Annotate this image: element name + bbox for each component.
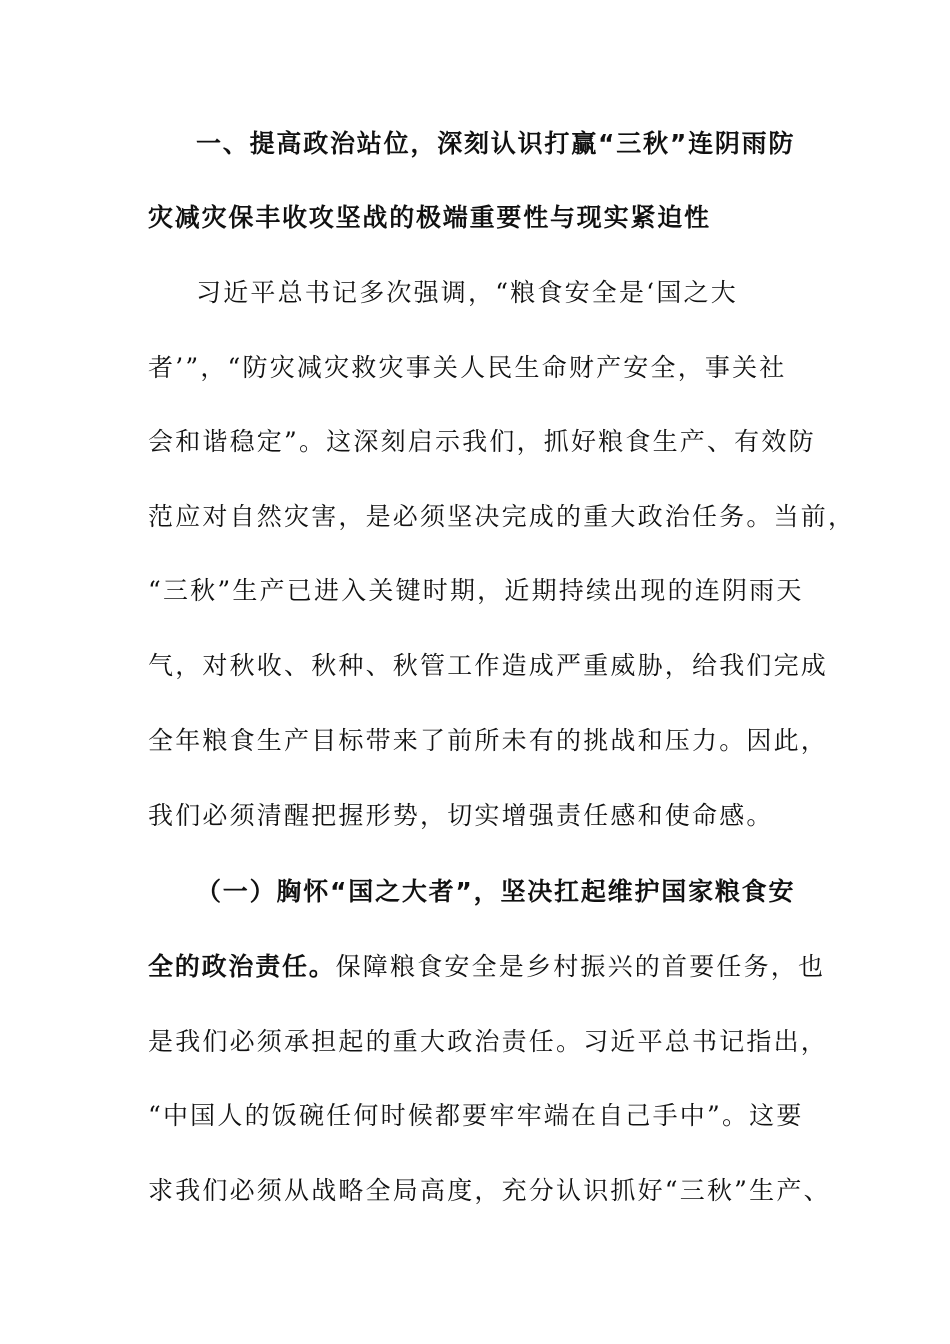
- paragraph-2-line-3: 是我们必须承担起的重大政治责任。习近平总书记指出，: [148, 1027, 829, 1056]
- subsection-heading-line-1: （一）胸怀“国之大者”，坚决扛起维护国家粮食安: [196, 877, 796, 906]
- paragraph-1-line-2: 者’”，“防灾减灾救灾事关人民生命财产安全，事关社: [148, 353, 787, 382]
- paragraph-1-line-4: 范应对自然灾害，是必须坚决完成的重大政治任务。当前，: [148, 502, 856, 531]
- paragraph-1-line-5: “三秋”生产已进入关键时期，近期持续出现的连阴雨天: [148, 576, 804, 605]
- paragraph-2-line-5: 求我们必须从战略全局高度，充分认识抓好“三秋”生产、: [148, 1176, 831, 1205]
- paragraph-2-line-2-text: 保障粮食安全是乡村振兴的首要任务，也: [335, 952, 826, 981]
- paragraph-1-line-8: 我们必须清醒把握形势，切实增强责任感和使命感。: [148, 801, 774, 830]
- paragraph-1-line-1: 习近平总书记多次强调，“粮食安全是‘国之大: [196, 278, 738, 307]
- section-heading-line-1: 一、提高政治站位，深刻认识打赢“三秋”连阴雨防: [196, 129, 796, 158]
- paragraph-2-line-4: “中国人的饭碗任何时候都要牢牢端在自己手中”。这要: [148, 1101, 804, 1130]
- paragraph-1-line-6: 气，对秋收、秋种、秋管工作造成严重威胁，给我们完成: [148, 651, 829, 680]
- paragraph-1-line-7: 全年粮食生产目标带来了前所未有的挑战和压力。因此，: [148, 726, 829, 755]
- paragraph-1-line-3: 会和谐稳定”。这深刻启示我们，抓好粮食生产、有效防: [148, 427, 816, 456]
- paragraph-2-line-2: [148, 951, 825, 983]
- section-heading-line-2: 灾减灾保丰收攻坚战的极端重要性与现实紧迫性: [148, 203, 711, 232]
- subsection-heading-line-2: 全的政治责任。: [148, 952, 336, 981]
